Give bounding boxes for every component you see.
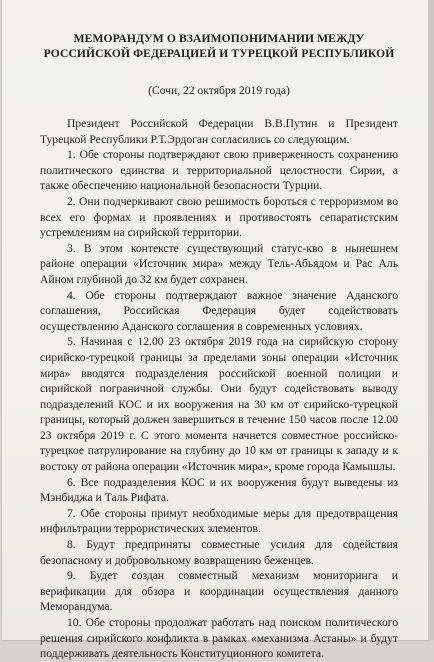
document-title [40,31,398,61]
point-8: 8. Будут предприняты совместные усилия для содействия безопасному и добровольному возвращению беженцев. [40,538,398,567]
point-10: 10. Обе стороны продолжат работать над поиском политического решения сирийского конфликта в рамках «механизма Астаны» и будут поддерживать деятельность Конституционного комитета. [40,616,398,661]
point-3: 3. В этом контексте существующий статус-кво в нынешнем районе операции «Источник мира» между Тель-Абьядом и Рас Аль Айном глубиной до 32 км будет сохранен. [40,241,398,286]
point-5: 5. Начиная с 12.00 23 октября 2019 года на сирийскую сторону сирийско-турецкой границы за пределами зоны операции «Источник мира» вводятся подразделения российской военной полиции и сирийской пограничной службы. Они будут содействовать выводу подразделений КОС и их вооружения на 30 км от сирийско-турецкой границы, который должен завершиться в течение 150 часов после 12.00 23 октября 2019 г. С этого момента начнется совместное российско-турецкое патрулирование на глубину до 10 км от границы к западу и к востоку от района операции «Источник мира», кроме города Камышлы. [40,335,398,474]
document-date: (Сочи, 22 октября 2019 года) [148,84,290,97]
point-2: 2. Они подчеркивают свою решимость бороться с терроризмом во всех его формах и проявлениях и противостоять сепаратистским устремлениям на сирийской территории. [40,194,398,240]
point-7: 7. Обе стороны примут необходимые меры для предотвращения инфильтрации террористических элементов. [40,506,398,536]
intro-paragraph: Президент Российской Федерации В.В.Путин и Президент Турецкой Республики Р.Т.Эрдоган согласились со следующим. [40,117,398,146]
document-body [40,116,398,662]
point-4: 4. Обе стороны подтверждают важное значение Аданского соглашения, Российская Федерация будет содействовать осуществлению Аданского соглашения в современных условиях. [40,288,398,333]
title-line-1: МЕМОРАНДУМ О ВЗАИМОПОНИМАНИИ МЕЖДУ [73,32,365,45]
document-page [2,0,428,661]
title-line-2: РОССИЙСКОЙ ФЕДЕРАЦИЕЙ И ТУРЕЦКОЙ РЕСПУБЛИКОЙ [43,47,395,60]
background-edge [428,0,434,640]
point-9: 9. Будет создан совместный механизм мониторинга и верификации для обзора и координации осуществления данного Меморандума. [40,569,398,614]
point-1: 1. Обе стороны подтверждают свою приверженность сохранению политического единства и территориальной целостности Сирии, а также обеспечению национальной безопасности Турции. [40,148,398,193]
point-6: 6. Все подразделения КОС и их вооружения будут выведены из Мэнбиджа и Таль Рифата. [40,475,398,505]
